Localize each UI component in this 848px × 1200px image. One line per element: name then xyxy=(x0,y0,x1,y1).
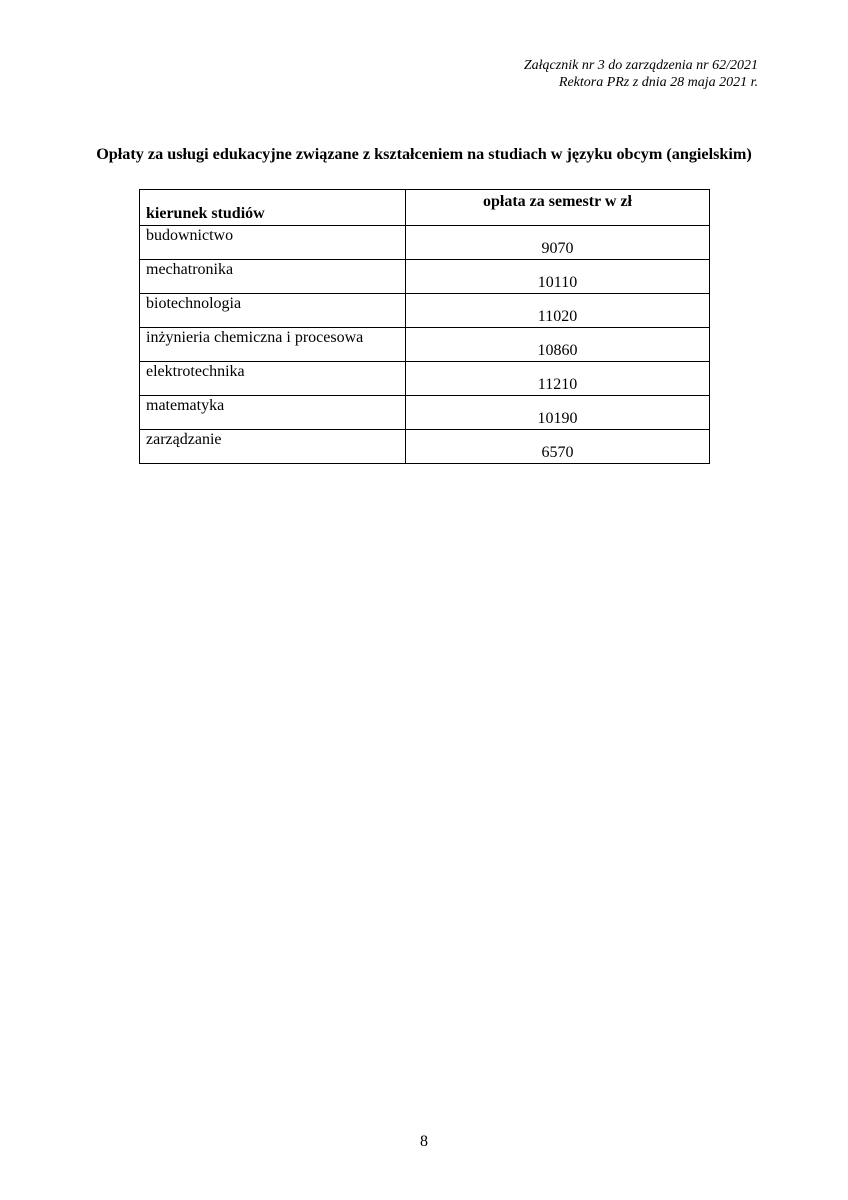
table-row xyxy=(140,328,710,362)
table-row xyxy=(140,430,710,464)
attachment-note-line-2: Rektora PRz z dnia 28 maja 2021 r. xyxy=(558,75,758,90)
table-row xyxy=(140,396,710,430)
oplata-cell: 10860 xyxy=(406,328,710,362)
oplata-cell: 6570 xyxy=(406,430,710,464)
table-row xyxy=(140,294,710,328)
table-row xyxy=(140,362,710,396)
table-header-row xyxy=(140,190,710,226)
fees-table xyxy=(139,189,710,464)
attachment-note xyxy=(524,57,758,91)
kierunek-cell: budownictwo xyxy=(140,226,406,260)
document-title: Opłaty za usługi edukacyjne związane z kształceniem na studiach w języku obcym (angielskim) xyxy=(96,145,752,163)
kierunek-cell: biotechnologia xyxy=(140,294,406,328)
kierunek-cell: zarządzanie xyxy=(140,430,406,464)
table-row xyxy=(140,226,710,260)
kierunek-cell: mechatronika xyxy=(140,260,406,294)
attachment-note-line-1: Załącznik nr 3 do zarządzenia nr 62/2021 xyxy=(523,58,758,73)
column-header-oplata: opłata za semestr w zł xyxy=(406,190,710,226)
oplata-cell: 11020 xyxy=(406,294,710,328)
oplata-cell: 10110 xyxy=(406,260,710,294)
page-number: 8 xyxy=(420,1133,428,1150)
kierunek-cell: matematyka xyxy=(140,396,406,430)
oplata-cell: 9070 xyxy=(406,226,710,260)
table-row xyxy=(140,260,710,294)
column-header-kierunek: kierunek studiów xyxy=(140,190,406,226)
oplata-cell: 11210 xyxy=(406,362,710,396)
kierunek-cell: inżynieria chemiczna i procesowa xyxy=(140,328,406,362)
oplata-cell: 10190 xyxy=(406,396,710,430)
kierunek-cell: elektrotechnika xyxy=(140,362,406,396)
